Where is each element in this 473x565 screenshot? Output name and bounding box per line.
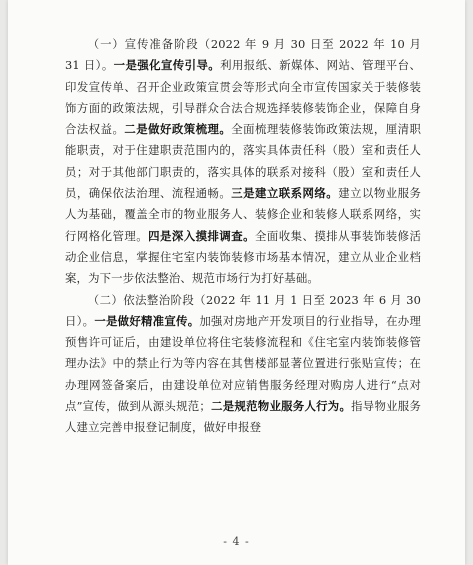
body-text [65, 34, 421, 439]
body-text-run: 利用报纸、新媒体、网站、管理平台、印发宣传单、召开企业政策宣贯会等形式向全市宣传国家关于装修装饰方面的政策法规，引导群众合法合规选择装修装饰企业，保障自身合法权益。 [65, 58, 421, 137]
bold-heading-text: 三是建立联系网络。 [231, 186, 339, 201]
body-text-run: 指导物业服务人建立完善申报登记制度，做好申报登 [65, 399, 421, 435]
body-text-run: 加强对房地产开发项目的行业指导，在办理预售许可证后，由建设单位将住宅装修流程和《住宅室内装饰装修管理办法》中的禁止行为等内容在其售楼部显著位置进行张贴宣传；在办理网签备案后，由建设单位对应销售服务经理对购房人进行“点对点”宣传，做到从源头规范； [65, 313, 421, 414]
body-text-run: 建立以物业服务人为基础，覆盖全市的物业服务人、装修企业和装修人联系网络，实行网格化管理。 [65, 186, 421, 243]
paragraph [65, 290, 421, 439]
bold-heading-text: 一是强化宣传引导。 [113, 58, 221, 73]
body-text-run: 全面收集、摸排从事装饰装修活动企业信息，掌握住宅室内装饰装修市场基本情况，建立从业企业档案，为下一步依法整治、规范市场行为打好基础。 [65, 228, 421, 286]
bold-heading-text: 四是深入摸排调查。 [148, 228, 256, 243]
bold-heading-text: 二是规范物业服务人行为。 [210, 399, 352, 414]
page-number: - 4 - [223, 535, 250, 548]
paragraph [65, 34, 421, 290]
bold-heading-text: 二是做好政策梳理。 [124, 122, 232, 137]
body-text-run: 全面梳理装修装饰政策法规，厘清职能职责，对于住建职责范围内的，落实具体责任科（股）室和责任人员；对于其他部门职责的，落实具体的联系对接科（股）室和责任人员，确保依法治理、流程通畅。 [65, 122, 421, 201]
document-page [8, 0, 465, 565]
body-text-run: （一）宣传准备阶段（2022 年 9 月 30 日至 2022 年 10 月 31 日）。 [65, 37, 421, 73]
bold-heading-text: 一是做好精准宣传。 [94, 313, 200, 328]
body-text-run: （二）依法整治阶段（2022 年 11 月 1 日至 2023 年 6 月 30 日）。 [65, 292, 421, 328]
